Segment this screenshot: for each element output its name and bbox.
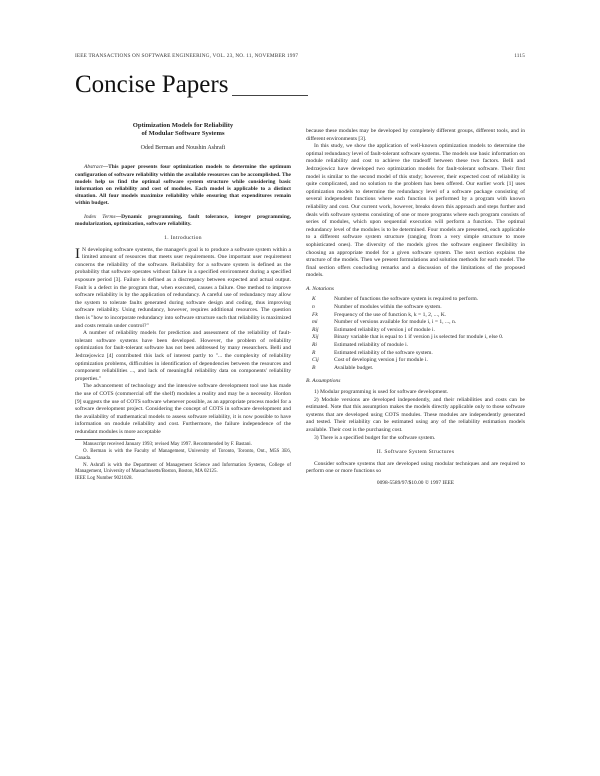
notation-symbol: K	[312, 296, 316, 303]
notation-definition: Binary variable that is equal to 1 if version j is selected for module i, else 0.	[334, 334, 504, 341]
intro-paragraph-3: The advancement of technology and the intensive software development tool use has made the use of COTS (commercial off the shelf) modules a reality and may be a necessity. Hordon [9] suggests the use of COTS software whenever possible, as an appropriate process model for a software development project. Considering the concept of COTS in software development and the availability of mathematical models to assess software reliability, it is now possible to have information on module reliability and cost. Furthermore, the failure independence of the redundant modules is more acceptable	[75, 383, 291, 435]
notation-symbol: mi	[312, 319, 318, 326]
authors: Oded Berman and Noushin Ashrafi	[140, 145, 226, 152]
notation-symbol: Fk	[312, 311, 318, 318]
abstract	[75, 164, 291, 207]
section-heading-structures: II. Software System Structures	[376, 449, 455, 456]
notation-definition: Estimated reliability of module i.	[334, 342, 409, 349]
banner-rule	[232, 95, 308, 96]
index-terms-text: —Dynamic programming, fault tolerance, integer programming, modularization, optimization, software reliability.	[75, 213, 291, 227]
section-banner: Concise Papers	[75, 71, 229, 98]
notation-list	[306, 296, 525, 372]
notation-definition: Frequency of the use of function k, k = 1, 2, ..., K.	[334, 311, 447, 318]
notation-item	[306, 304, 525, 312]
notation-definition: Cost of developing version j for module i.	[334, 357, 428, 364]
abstract-text: —This paper presents four optimization models to determine the optimum configuration of software reliability within the available resources can be accomplished. The models help us find the optimal software system structure while considering basic information on reliability and cost of modules. Each model is applicable to a distinct situation. All four models maximize reliability while ensuring that expenditures remain within budget.	[75, 164, 291, 207]
right-paragraph-1: because these modules may be developed by completely different groups, different tools, and in different environments [3].	[306, 128, 525, 142]
notation-definition: Estimated reliability of version j of module i.	[334, 326, 435, 333]
assumption-item: 2) Module versions are developed independently, and their reliabilities and costs can be estimated. Note that this assumption makes the models directly applicable only to those software systems that are developed using COTS modules. These modules are independently generated and tested. Their reliability can be estimated using any of the reliability estimation models available. Their cost is the purchasing cost.	[306, 396, 525, 433]
notation-symbol: Xij	[312, 334, 319, 341]
drop-cap: I	[75, 245, 80, 262]
footnote-received: Manuscript received January 1993; revised May 1997. Recommended by F. Bastani.	[83, 442, 252, 448]
abstract-label: Abstract	[84, 164, 103, 171]
notation-symbol: Cij	[312, 357, 319, 364]
notation-symbol: Rij	[312, 326, 319, 333]
footnote-ashrafi: N. Ashrafi is with the Department of Management Science and Information Systems, College of Management, University of Massachusetts/Boston, Boston, MA 02125.	[75, 462, 291, 475]
journal-header: IEEE TRANSACTIONS ON SOFTWARE ENGINEERING, VOL. 23, NO. 11, NOVEMBER 1997	[75, 53, 299, 59]
notation-symbol: n	[312, 304, 315, 311]
footnote-rule	[75, 439, 135, 440]
right-column	[306, 128, 525, 488]
section-heading-introduction: 1. Introduction	[164, 235, 202, 242]
index-terms	[75, 214, 291, 228]
structures-paragraph-1: Consider software systems that are developed using modular techniques and are required to perform one or more functions so	[306, 460, 525, 475]
notation-heading: A. Notations	[306, 285, 334, 292]
notation-definition: Number of functions the software system is required to perform.	[334, 296, 479, 303]
notation-symbol: Ri	[312, 342, 317, 349]
notation-definition: Number of versions available for module i, i = 1, ..., n.	[334, 319, 457, 326]
title-line-2: of Modular Software Systems	[141, 130, 225, 138]
intro-paragraph-1-text: N developing software systems, the manager's goal is to produce a software system within a limited amount of resources that meets user requirements. One important user requirement concerns the reliability of the software. Reliability for a software system is defined as the probability that software operates without failure in a specified environment during a specified exposure period [3]. Failure is defined as a discrepancy between expected and actual output. Fault is a defect in the program that, when executed, causes a failure. One method to improve software reliability is by the application of redundancy. A careful use of redundancy may allow the system to tolerate faults generated during software design and coding, thus improving software reliability. Using redundancy, however, requires additional resources. The question then is "how to incorporate redundancy into software structure such that reliability is maximized and costs remain under control?"	[75, 246, 291, 329]
intro-paragraph-2: A number of reliability models for prediction and assessment of the reliability of fault-tolerant software systems have been developed. However, the problem of reliability optimization for fault-tolerant software has not been addressed by many researchers. Belli and Jedrzejowicz [4] contributed this lack of interest partly to "... the complexity of reliability optimization problems, difficulties in identification of dependencies between the resources and component reliabilities ..., and lack of meaningful reliability data on components' reliability properties."	[75, 330, 291, 382]
notation-definition: Number of modules within the software system.	[334, 304, 442, 311]
intro-paragraph-1	[75, 247, 291, 331]
assumptions-heading: B. Assumptions	[306, 378, 341, 385]
footnote-berman: O. Berman is with the Faculty of Management, University of Toronto, Toronto, Ont., M5S 3E6, Canada.	[75, 449, 291, 461]
assumption-item: 1) Modular programming is used for software development.	[314, 389, 449, 395]
notation-item	[306, 357, 525, 365]
footnote-log-number: IEEE Log Number 9021028.	[75, 475, 133, 481]
notation-item	[306, 365, 525, 373]
copyright-code: 0098-5589/97/$10.00 © 1997 IEEE	[376, 479, 455, 486]
notation-item	[306, 296, 525, 304]
index-terms-label: Index Terms	[84, 213, 116, 220]
right-paragraph-2: In this study, we show the application of well-known optimization models to determine the optimal redundancy level of fault-tolerant software systems. The models use basic information on module reliability and cost to achieve the tradeoff between these two factors. Belli and Jedrzejowicz have developed two optimization models for fault-tolerant software. Their first model is similar to the second model of this study; however, their expected cost of reliability is quite complicated, and no solution to the problem has been offered. Our earlier work [1] uses optimization models to determine the redundancy level of a software package consisting of several independent functions where each function is performed by a program with known reliability and cost. Our current work, however, breaks down this approach and steps further and deals with software systems consisting of one or more programs where each program consists of series of modules, which upon sequential execution will perform a function. The optimal redundancy level of the modules is to be determined. Four models are presented, each applicable to a different software system structure (ranging from a very simple structure to more sophisticated ones). The diversity of the models gives the software engineer flexibility in choosing an appropriate model for a given software system. The next section explains the structure of the models. Then we present formulations and solution methods for each model. The final section offers concluding remarks and a discussion of the limitations of the proposed models.	[306, 143, 525, 279]
page-number: 1115	[514, 53, 525, 59]
notation-item	[306, 319, 525, 327]
title-line-1: Optimization Models for Reliability	[132, 122, 234, 129]
notation-symbol: R	[312, 349, 316, 356]
paper-title	[75, 122, 291, 138]
notation-definition: Available budget.	[334, 364, 374, 371]
assumption-item: 3) There is a specified budget for the software system.	[314, 434, 436, 441]
notation-definition: Estimated reliability of the software system.	[334, 349, 433, 356]
notation-item	[306, 342, 525, 350]
notation-symbol: B	[312, 364, 316, 371]
running-header	[75, 53, 525, 62]
left-column	[75, 120, 291, 483]
notation-item	[306, 334, 525, 342]
